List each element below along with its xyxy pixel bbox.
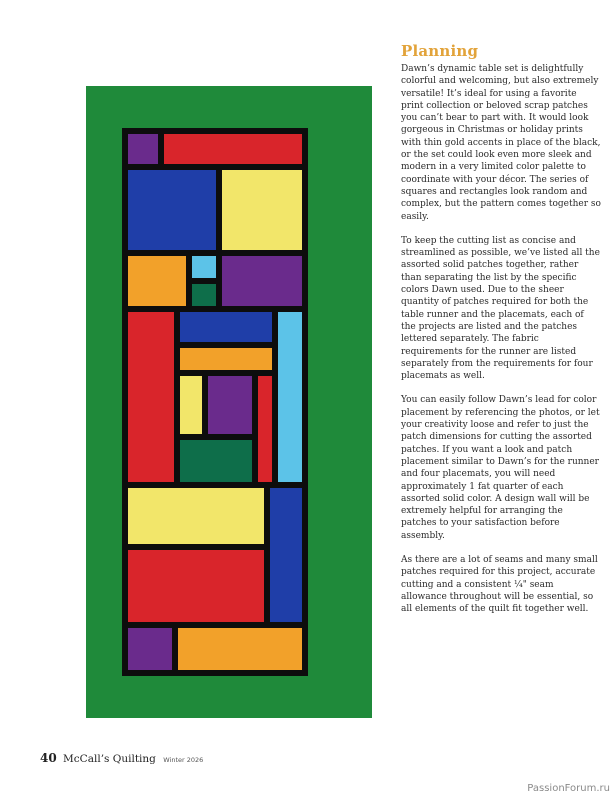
patch (180, 440, 252, 482)
page-number: 40 (40, 751, 57, 765)
patch (128, 134, 158, 164)
patch (128, 488, 264, 544)
paragraph: To keep the cutting list as concise and streamlined as possible, we’ve listed all the assorted solid patches together, rather than separating the list by the specific colors Dawn used. Due to the sheer quantity of patches required for both the table runner and the placemats, each of the projects are listed and the patches lettered separately. The fabric requirements for the runner are listed separately from the requirements for four placemats as well. (401, 235, 600, 382)
paragraph: As there are a lot of seams and many small patches required for this project, accurate cutting and a consistent ¼" seam allowance throughout will be essential, so all elements of the quilt fit together well. (401, 554, 598, 615)
page-footer (40, 751, 203, 765)
patch (128, 170, 216, 250)
patch (222, 170, 302, 250)
patch (208, 376, 252, 434)
article-column (401, 42, 601, 627)
quilt-photo (86, 86, 372, 718)
watermark: PassionForum.ru (527, 783, 610, 794)
patch (278, 312, 302, 482)
issue-label: Winter 2026 (163, 756, 204, 764)
patch (128, 628, 172, 670)
patch (180, 348, 272, 370)
patch (178, 628, 302, 670)
patch (128, 550, 264, 622)
magazine-name: McCall’s Quilting (63, 753, 156, 765)
patch (192, 256, 216, 278)
patch (180, 312, 272, 342)
patch (128, 312, 174, 482)
patch (270, 488, 302, 622)
paragraph: You can easily follow Dawn’s lead for color placement by referencing the photos, or let your creativity loose and refer to just the patch dimensions for cutting the assorted patches. If you want a look and patch placement similar to Dawn’s for the runner and four placemats, you will need approximately 1 fat quarter of each assorted solid color. A design wall will be extremely helpful for arranging the patches to your satisfaction before assembly. (401, 395, 600, 541)
patch (128, 256, 186, 306)
patch (222, 256, 302, 306)
table-runner-quilt (86, 86, 372, 718)
patch (164, 134, 302, 164)
patch (180, 376, 202, 434)
patch (192, 284, 216, 306)
patch (258, 376, 272, 482)
section-heading: Planning (401, 42, 479, 60)
paragraph: Dawn’s dynamic table set is delightfully colorful and welcoming, but also extremely versatile! It’s ideal for using a favorite print collection or beloved scrap patches you can’t bear to part with. It would look gorgeous in Christmas or holiday prints with thin gold accents in place of the black, or the set could look even more sleek and modern in a very limited color palette to coordinate with your décor. The series of squares and rectangles look random and complex, but the pattern comes together so easily. (401, 64, 601, 222)
